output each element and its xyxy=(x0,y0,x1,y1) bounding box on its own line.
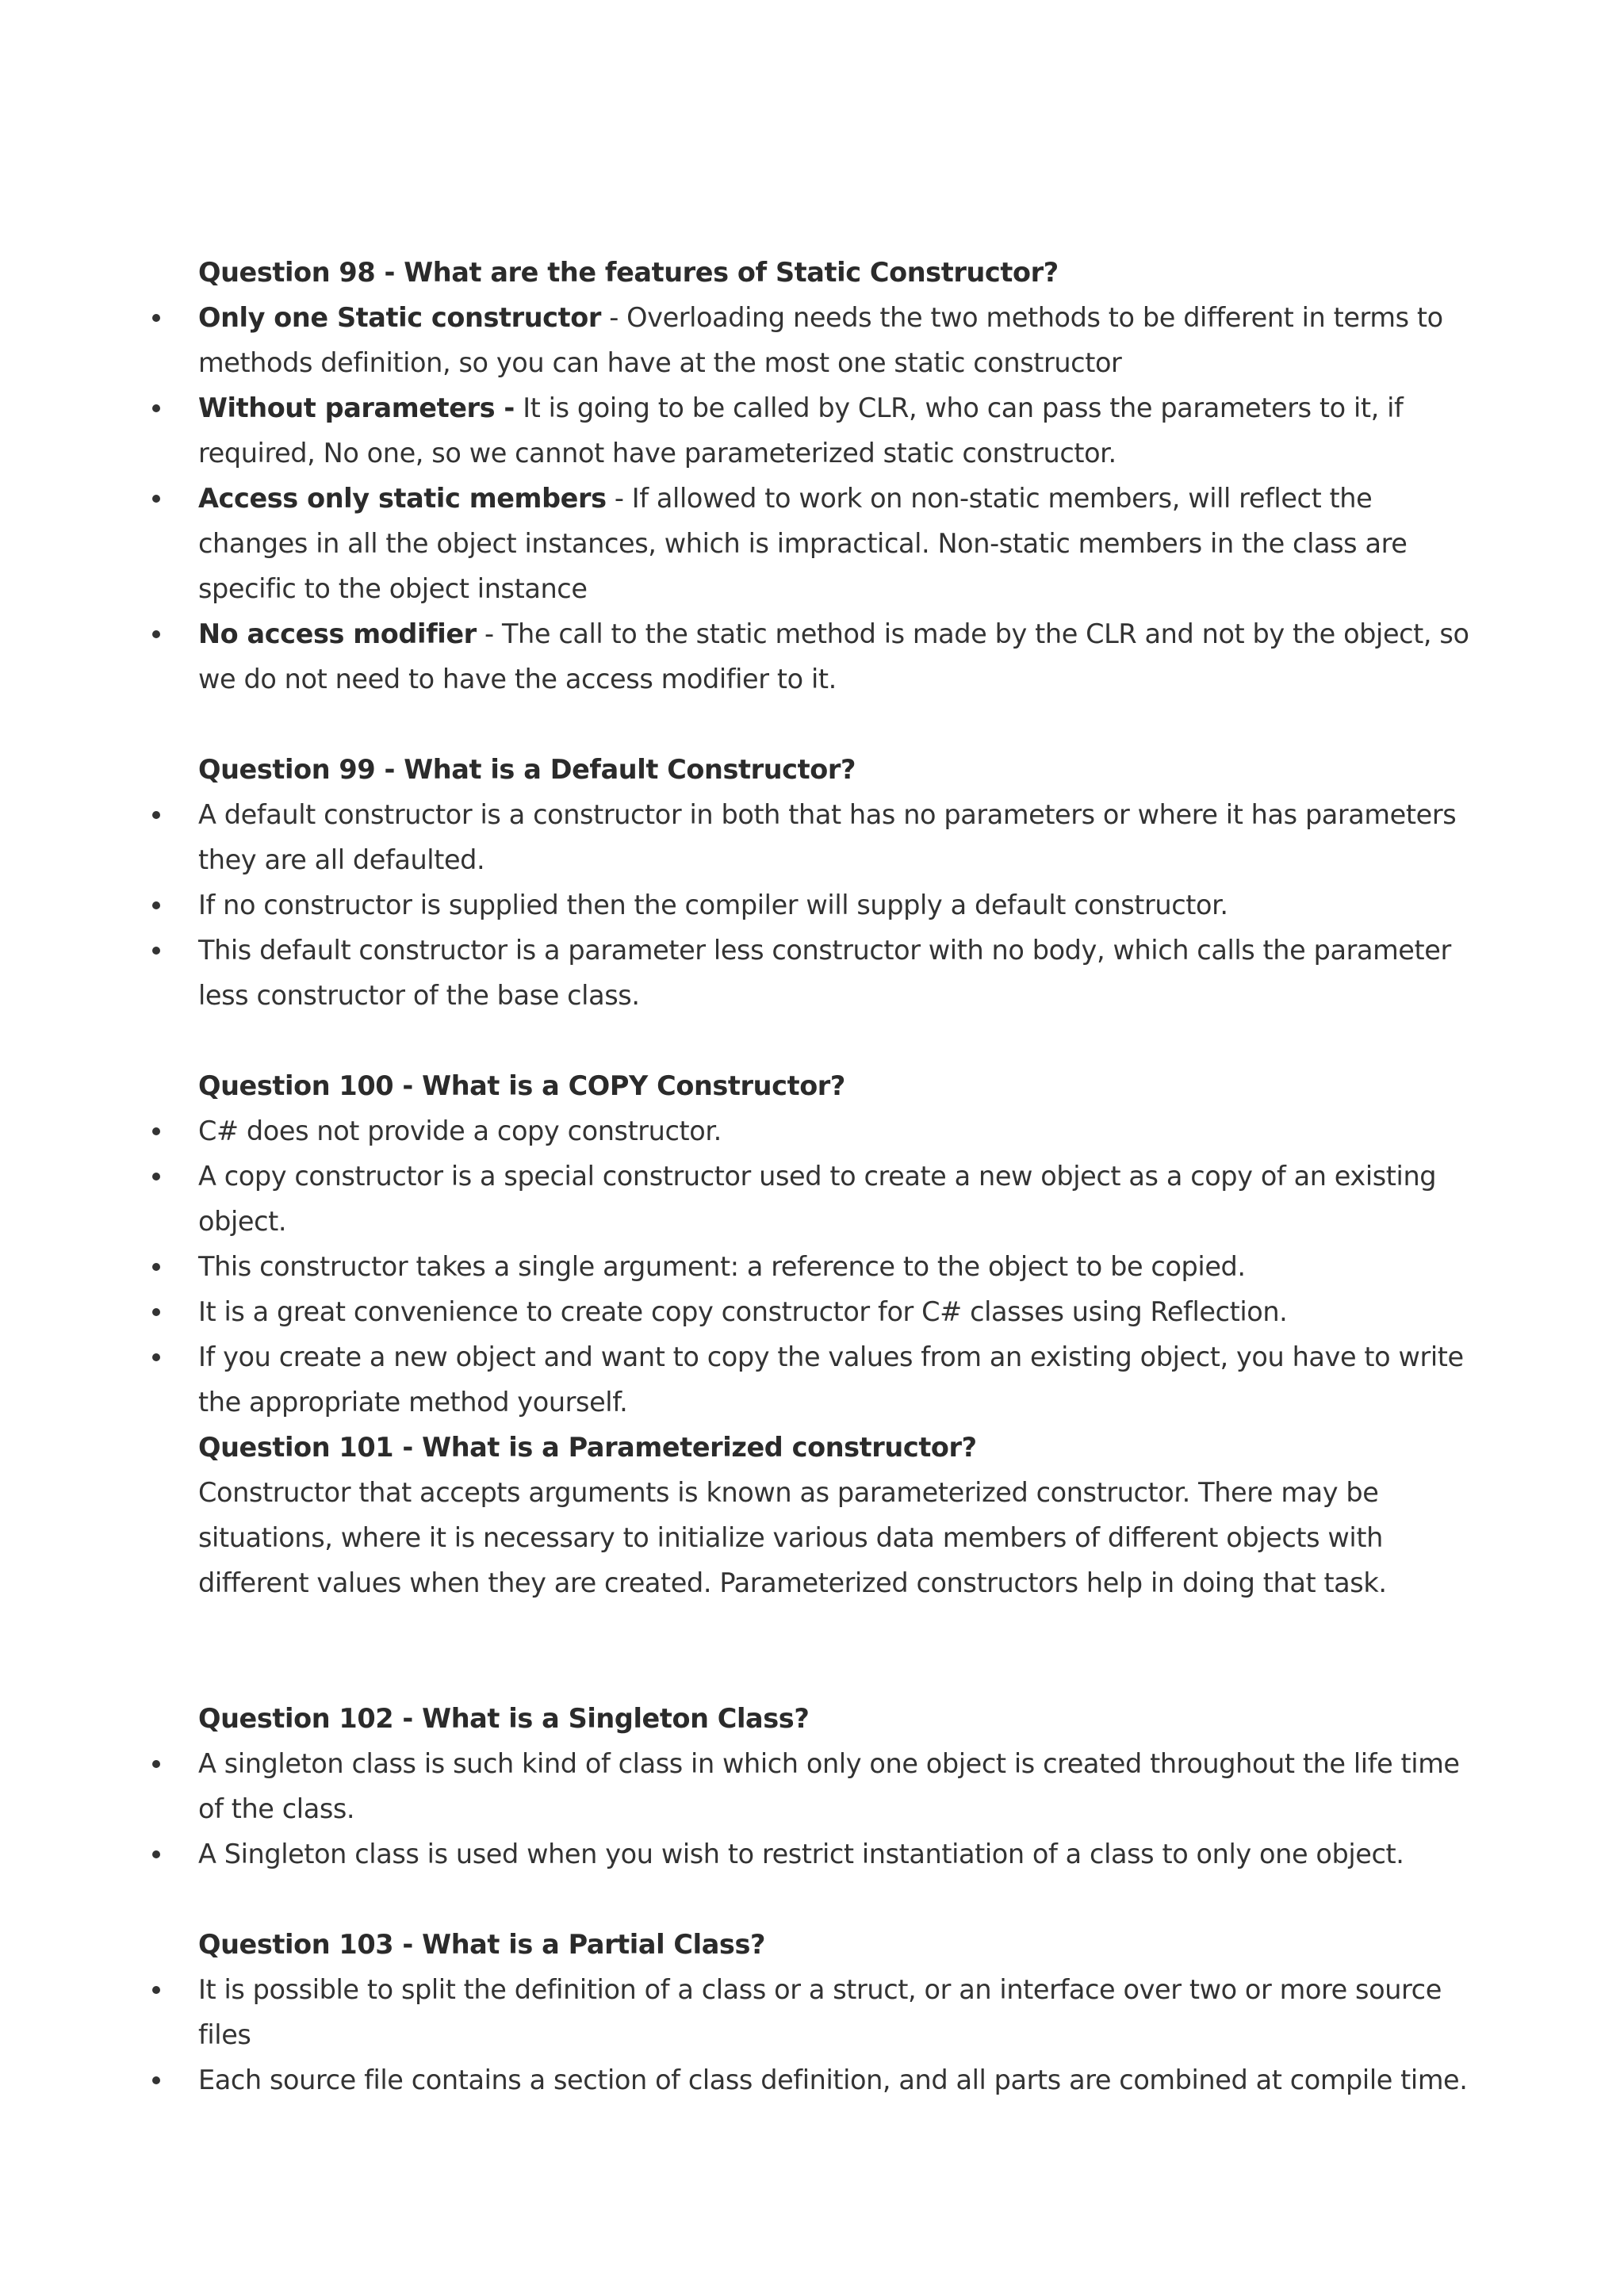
item-text: - If allowed to work on non-static members, will reflect the changes in all the object instances, which is impractical. Non-static members in the class are specific to the object instance xyxy=(198,483,1408,604)
list-item: This constructor takes a single argument: a reference to the object to be copied. xyxy=(198,1244,1475,1289)
list-item: A copy constructor is a special constructor used to create a new object as a copy of an existing object. xyxy=(198,1154,1475,1244)
spacer xyxy=(198,702,1475,747)
item-text: - The call to the static method is made by the CLR and not by the object, so we do not need to have the access modifier to it. xyxy=(198,618,1469,695)
bullet-list xyxy=(198,1967,1475,2103)
item-text: It is going to be called by CLR, who can pass the parameters to it, if required, No one, so we cannot have parameterized static constructor. xyxy=(198,392,1404,469)
list-item xyxy=(198,295,1475,385)
list-item: It is possible to split the definition of a class or a struct, or an interface over two or more source files xyxy=(198,1967,1475,2057)
list-item xyxy=(198,611,1475,702)
list-item xyxy=(198,476,1475,611)
bullet-list xyxy=(198,792,1475,1018)
bullet-list xyxy=(198,295,1475,702)
section-question-102 xyxy=(198,1696,1475,1877)
bullet-list xyxy=(198,1108,1475,1425)
section-question-101 xyxy=(198,1425,1475,1605)
answer-paragraph: Constructor that accepts arguments is known as parameterized constructor. There may be situations, where it is necessary to initialize various data members of different objects with different values when they are created. Parameterized constructors help in doing that task. xyxy=(198,1477,1387,1598)
question-heading: Question 98 - What are the features of Static Constructor? xyxy=(198,257,1059,288)
question-heading: Question 102 - What is a Singleton Class? xyxy=(198,1703,810,1734)
list-item xyxy=(198,385,1475,476)
item-term: No access modifier xyxy=(198,618,477,649)
spacer xyxy=(198,1018,1475,1063)
section-question-103 xyxy=(198,1922,1475,2103)
section-question-99 xyxy=(198,747,1475,1018)
question-heading: Question 100 - What is a COPY Constructor? xyxy=(198,1070,845,1101)
list-item: A singleton class is such kind of class in which only one object is created throughout the life time of the class. xyxy=(198,1741,1475,1831)
list-item: A Singleton class is used when you wish to restrict instantiation of a class to only one object. xyxy=(198,1831,1475,1877)
item-text: - Overloading needs the two methods to be different in terms to methods definition, so you can have at the most one static constructor xyxy=(198,302,1443,378)
bullet-list xyxy=(198,1741,1475,1877)
item-term: Access only static members xyxy=(198,483,607,514)
list-item: A default constructor is a constructor in both that has no parameters or where it has parameters they are all defaulted. xyxy=(198,792,1475,882)
list-item: It is a great convenience to create copy constructor for C# classes using Reflection. xyxy=(198,1289,1475,1334)
spacer xyxy=(198,1877,1475,1922)
question-heading: Question 103 - What is a Partial Class? xyxy=(198,1929,766,1960)
list-item: Each source file contains a section of class definition, and all parts are combined at compile time. xyxy=(198,2057,1475,2103)
list-item: C# does not provide a copy constructor. xyxy=(198,1108,1475,1154)
section-question-100 xyxy=(198,1063,1475,1425)
question-heading: Question 99 - What is a Default Constructor? xyxy=(198,754,856,785)
item-term: Only one Static constructor xyxy=(198,302,601,333)
spacer xyxy=(198,1605,1475,1696)
section-question-98 xyxy=(198,250,1475,702)
document-body xyxy=(198,250,1475,2103)
item-term: Without parameters - xyxy=(198,392,515,423)
list-item: This default constructor is a parameter less constructor with no body, which calls the parameter less constructor of the base class. xyxy=(198,928,1475,1018)
list-item: If no constructor is supplied then the compiler will supply a default constructor. xyxy=(198,882,1475,928)
question-heading: Question 101 - What is a Parameterized constructor? xyxy=(198,1432,977,1463)
list-item: If you create a new object and want to copy the values from an existing object, you have to write the appropriate method yourself. xyxy=(198,1334,1475,1425)
